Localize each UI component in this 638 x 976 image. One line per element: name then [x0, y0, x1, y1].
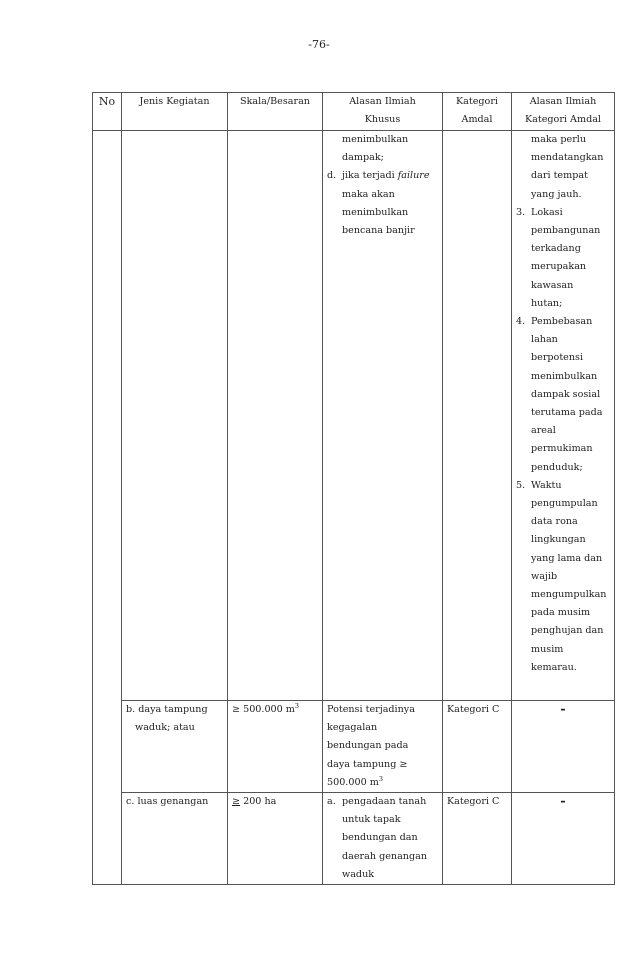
text-line: dampak; [342, 152, 384, 164]
text-line [327, 774, 438, 792]
cell-skala-b [228, 701, 323, 793]
list-marker: a. [327, 796, 336, 808]
list-marker: 4. [516, 316, 526, 328]
text-line: Waktu [531, 479, 562, 491]
amdal-table [92, 92, 615, 885]
geq-symbol: ≥ [232, 796, 241, 808]
text-line: dampak sosial [531, 388, 601, 400]
superscript: 3 [378, 774, 383, 783]
text-line: yang lama dan [531, 552, 603, 564]
header-alasan-kategori-line-2: Kategori Amdal [525, 114, 601, 125]
table-header-row [93, 93, 615, 131]
text-line: waduk; atau [135, 722, 195, 734]
page-number: -76- [308, 38, 330, 51]
cell-alasan-khusus-b [323, 701, 443, 793]
text-line: menimbulkan [342, 134, 409, 145]
cell-jenis-c: c. luas genangan [122, 793, 228, 885]
text-line: terutama pada [531, 407, 603, 419]
header-alasan-ilmiah-kategori [512, 93, 615, 131]
text-line: merupakan [531, 261, 587, 273]
text-line: menimbulkan [342, 206, 409, 218]
list-item-d [327, 167, 438, 185]
text-line: waduk [342, 868, 375, 880]
header-kategori-line-2: Amdal [461, 114, 493, 125]
header-no: No [93, 93, 122, 131]
text-line: kegagalan [327, 722, 378, 734]
text-line: maka perlu [531, 134, 587, 145]
text-line: pengadaan tanah [342, 796, 427, 808]
cell-skala-continued [228, 131, 323, 701]
list-marker: 5. [516, 479, 526, 491]
text-line: mendatangkan [531, 152, 604, 164]
text-line: pada musim [531, 607, 591, 619]
cell-alasan-kategori-b: - [512, 701, 615, 793]
text-line: daya tampung ≥ [327, 758, 408, 770]
text-line: menimbulkan [531, 370, 598, 382]
header-alasan-ilmiah-khusus [323, 93, 443, 131]
table-row-b [93, 701, 615, 793]
cell-skala-c [228, 793, 323, 885]
text-line: bencana banjir [342, 225, 415, 237]
cell-alasan-kategori-c: - [512, 793, 615, 885]
cell-alasan-khusus-c [323, 793, 443, 885]
text-line: hutan; [531, 297, 563, 309]
text-line: data rona [531, 516, 578, 528]
text-line: bendungan dan [342, 832, 418, 844]
cell-alasan-kategori-continued [512, 131, 615, 701]
text-line: Lokasi [531, 206, 563, 218]
text-line: pengumpulan [531, 498, 598, 510]
text-line: b. daya tampung [126, 704, 208, 715]
text-line: musim [531, 643, 564, 655]
text-line: bendungan pada [327, 740, 409, 752]
text-line: daerah genangan [342, 850, 428, 862]
header-kategori-line-1: Kategori [456, 96, 498, 107]
text-fragment: 500.000 m [327, 776, 379, 788]
header-kategori-amdal [443, 93, 512, 131]
cell-alasan-khusus-continued [323, 131, 443, 701]
text-line: terkadang [531, 243, 581, 255]
header-skala-besaran: Skala/Besaran [228, 93, 323, 131]
table-row-continued [93, 131, 615, 701]
text-line: penghujan dan [531, 625, 604, 637]
superscript: 3 [294, 702, 300, 710]
cell-jenis-b [122, 701, 228, 793]
cell-no [93, 131, 122, 885]
text-line: ≥ 500.000 m [232, 704, 295, 715]
text-line: wajib [531, 570, 558, 582]
text-line: Pembebasan [531, 316, 593, 328]
text-line: kawasan [531, 279, 574, 291]
text-line: Potensi terjadinya [327, 704, 415, 715]
text-line: lahan [531, 334, 558, 346]
text-fragment: 200 ha [240, 796, 277, 808]
cell-kategori-continued [443, 131, 512, 701]
text-line: dari tempat [531, 170, 588, 182]
table-row-c [93, 793, 615, 885]
text-line: jika terjadi [342, 170, 398, 182]
text-line: lingkungan [531, 534, 586, 546]
list-item-3 [516, 204, 610, 313]
text-line: permukiman [531, 443, 593, 455]
list-marker: 3. [516, 206, 526, 218]
text-italic-failure: failure [397, 170, 430, 182]
header-alasan-khusus-line-2: Khusus [364, 114, 401, 125]
text-line: maka akan [342, 188, 395, 200]
list-item-5 [516, 477, 610, 677]
list-item-4 [516, 313, 610, 477]
header-jenis-kegiatan: Jenis Kegiatan [122, 93, 228, 131]
text-line: pembangunan [531, 225, 601, 237]
list-marker: d. [327, 170, 337, 182]
list-item-a [327, 793, 438, 884]
text-line: berpotensi [531, 352, 584, 364]
text-line: areal [531, 425, 556, 437]
header-alasan-kategori-line-1: Alasan Ilmiah [529, 96, 597, 107]
text-line: yang jauh. [531, 188, 582, 200]
cell-kategori-c: Kategori C [443, 793, 512, 885]
text-line: kemarau. [531, 661, 577, 673]
header-alasan-khusus-line-1: Alasan Ilmiah [349, 96, 416, 107]
cell-kategori-b: Kategori C [443, 701, 512, 793]
text-line: untuk tapak [342, 814, 401, 826]
text-line: penduduk; [531, 461, 583, 473]
cell-jenis-continued [122, 131, 228, 701]
text-line: mengumpulkan [531, 589, 607, 601]
